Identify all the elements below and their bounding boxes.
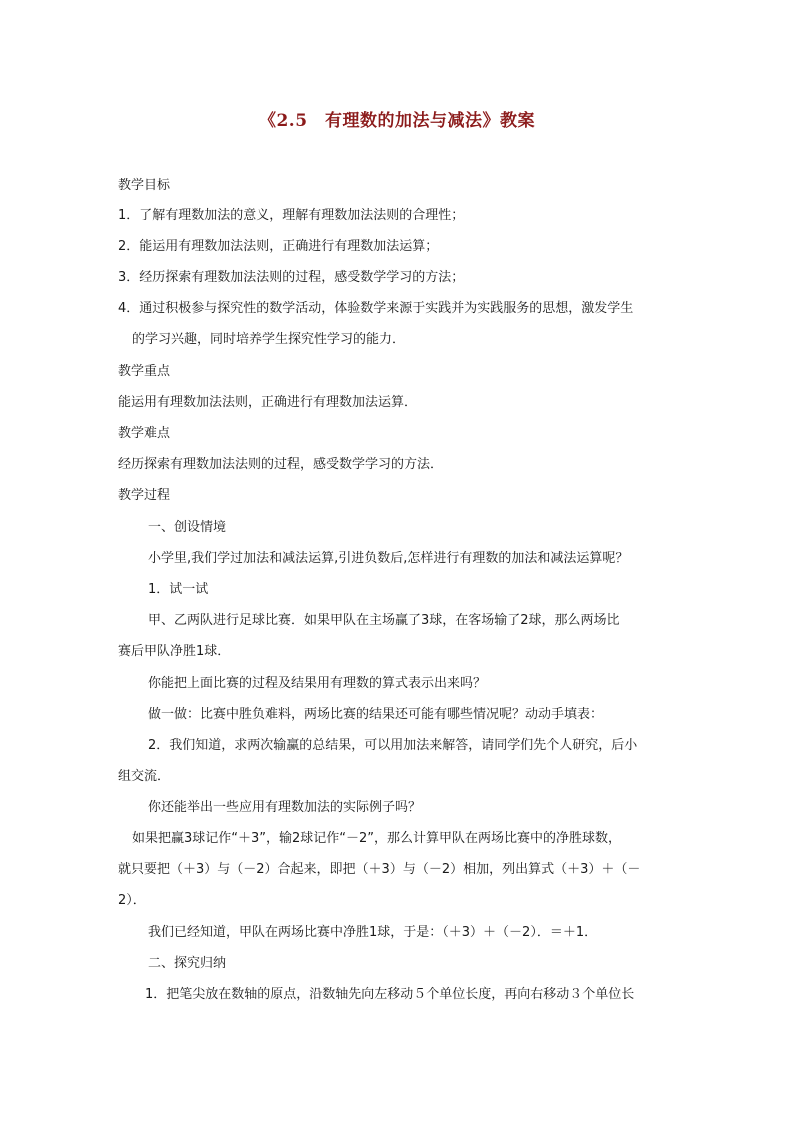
document-title: 《2.5 有理数的加法与减法》教案 xyxy=(258,111,536,131)
key-point-heading: 教学重点 xyxy=(118,364,171,379)
objective-item-1: 1．了解有理数加法的意义，理解有理数加法法则的合理性； xyxy=(118,208,465,223)
explore-line-1: 1．把笔尖放在数轴的原点，沿数轴先向左移动５个单位长度，再向右移动３个单位长 xyxy=(145,987,635,1002)
conclusion-text: 我们已经知道，甲队在两场比赛中净胜1球，于是：（＋3）＋（－2）．＝＋1． xyxy=(148,925,598,940)
example-line-2: 就只要把（＋3）与（－2）合起来，即把（＋3）与（－2）相加，列出算式（＋3）＋（－ xyxy=(118,862,641,877)
intro-text: 小学里,我们学过加法和减法运算,引进负数后,怎样进行有理数的加法和减法运算呢？ xyxy=(148,551,629,566)
try-text-line-2: 赛后甲队净胜1球． xyxy=(118,644,231,659)
question-1: 你能把上面比赛的过程及结果用有理数的算式表示出来吗？ xyxy=(148,676,487,691)
step2-line-2: 组交流． xyxy=(118,769,171,784)
objectives-heading: 教学目标 xyxy=(118,178,171,193)
part2-heading: 二、探究归纳 xyxy=(148,956,227,971)
question-2: 你还能举出一些应用有理数加法的实际例子吗？ xyxy=(148,800,422,815)
example-line-1: 如果把赢3球记作“＋3”，输2球记作“－2”，那么计算甲队在两场比赛中的净胜球数， xyxy=(132,831,622,846)
difficulty-heading: 教学难点 xyxy=(118,426,171,441)
difficulty-text: 经历探索有理数加法法则的过程，感受数学学习的方法． xyxy=(118,457,444,472)
key-point-text: 能运用有理数加法法则，正确进行有理数加法运算． xyxy=(118,395,418,410)
try-heading: 1．试一试 xyxy=(148,582,209,597)
step2-line-1: 2．我们知道，求两次输赢的总结果，可以用加法来解答，请同学们先个人研究，后小 xyxy=(148,738,638,753)
example-line-3: 2）． xyxy=(118,893,146,908)
objective-item-3: 3．经历探索有理数加法法则的过程，感受数学学习的方法； xyxy=(118,270,465,285)
try-text-line-1: 甲、乙两队进行足球比赛．如果甲队在主场赢了3球，在客场输了2球，那么两场比 xyxy=(148,613,620,628)
objective-item-4: 4．通过积极参与探究性的数学活动，体验数学来源于实践并为实践服务的思想，激发学生 xyxy=(118,301,634,316)
objective-item-2: 2．能运用有理数加法法则，正确进行有理数加法运算； xyxy=(118,239,439,254)
process-heading: 教学过程 xyxy=(118,488,171,503)
objective-item-4-cont: 的学习兴趣，同时培养学生探究性学习的能力． xyxy=(132,332,406,347)
activity-text: 做一做：比赛中胜负难料，两场比赛的结果还可能有哪些情况呢？动动手填表： xyxy=(148,707,604,722)
part1-heading: 一、创设情境 xyxy=(148,520,227,535)
